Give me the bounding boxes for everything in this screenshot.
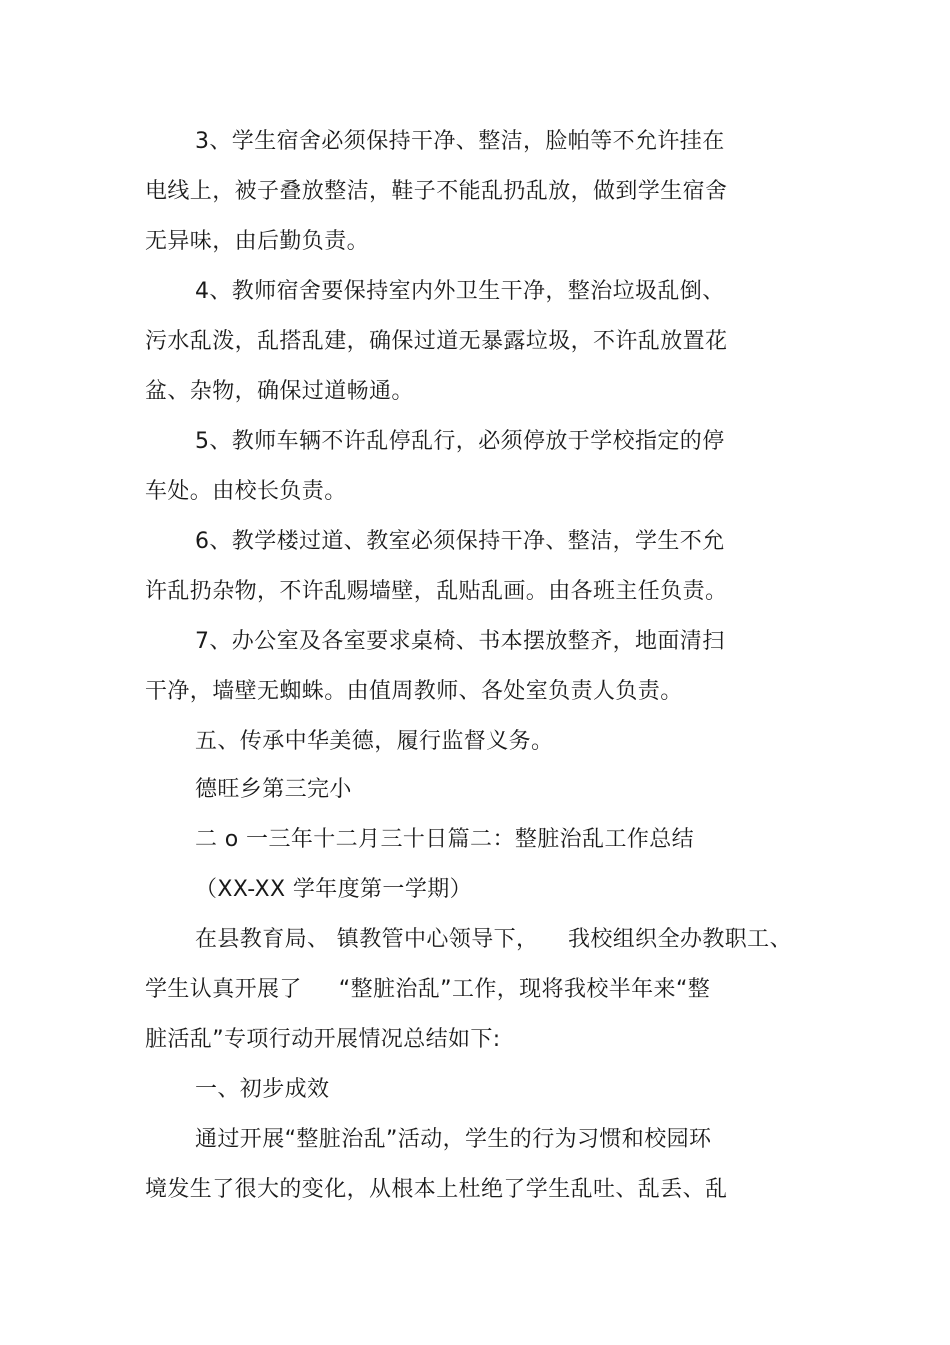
intro-line-3: 脏活乱”专项行动开展情况总结如下: xyxy=(145,1027,501,1052)
paragraph-7-line-2: 干净，墙壁无蜘蛛。由值周教师、各处室负责人负责。 xyxy=(145,679,683,704)
date-and-part-two-title: 二 o 一三年十二月三十日篇二：整脏治乱工作总结 xyxy=(195,827,695,852)
paragraph-5-line-2: 车处。由校长负责。 xyxy=(145,479,347,504)
paragraph-4-line-2: 污水乱泼，乱搭乱建，确保过道无暴露垃圾，不许乱放置花 xyxy=(145,329,728,354)
paragraph-3-line-1: 3、学生宿舍必须保持干净、整洁，脸帕等不允许挂在 xyxy=(195,129,725,154)
section-five-heading: 五、传承中华美德，履行监督义务。 xyxy=(195,729,554,754)
section-one-heading: 一、初步成效 xyxy=(195,1077,330,1102)
paragraph-7-line-1: 7、办公室及各室要求桌椅、书本摆放整齐，地面清扫 xyxy=(195,629,725,654)
results-line-2: 境发生了很大的变化，从根本上杜绝了学生乱吐、乱丢、乱 xyxy=(145,1177,728,1202)
school-signature: 德旺乡第三完小 xyxy=(195,777,352,802)
paragraph-6-line-2: 许乱扔杂物，不许乱赐墙壁，乱贴乱画。由各班主任负责。 xyxy=(145,579,728,604)
intro-line-1: 在县教育局、 镇教管中心领导下， 我校组织全办教职工、 xyxy=(195,927,792,952)
paragraph-6-line-1: 6、教学楼过道、教室必须保持干净、整洁，学生不允 xyxy=(195,529,725,554)
results-line-1: 通过开展“整脏治乱”活动，学生的行为习惯和校园环 xyxy=(195,1127,712,1152)
paragraph-3-line-2: 电线上，被子叠放整洁，鞋子不能乱扔乱放，做到学生宿舍 xyxy=(145,179,728,204)
paragraph-4-line-3: 盆、杂物，确保过道畅通。 xyxy=(145,379,414,404)
intro-line-2: 学生认真开展了 “整脏治乱”工作，现将我校半年来“整 xyxy=(145,977,711,1002)
term-subtitle: （XX-XX 学年度第一学期） xyxy=(195,877,473,902)
paragraph-5-line-1: 5、教师车辆不许乱停乱行，必须停放于学校指定的停 xyxy=(195,429,725,454)
paragraph-3-line-3: 无异味，由后勤负责。 xyxy=(145,229,370,254)
paragraph-4-line-1: 4、教师宿舍要保持室内外卫生干净，整治垃圾乱倒、 xyxy=(195,279,725,304)
